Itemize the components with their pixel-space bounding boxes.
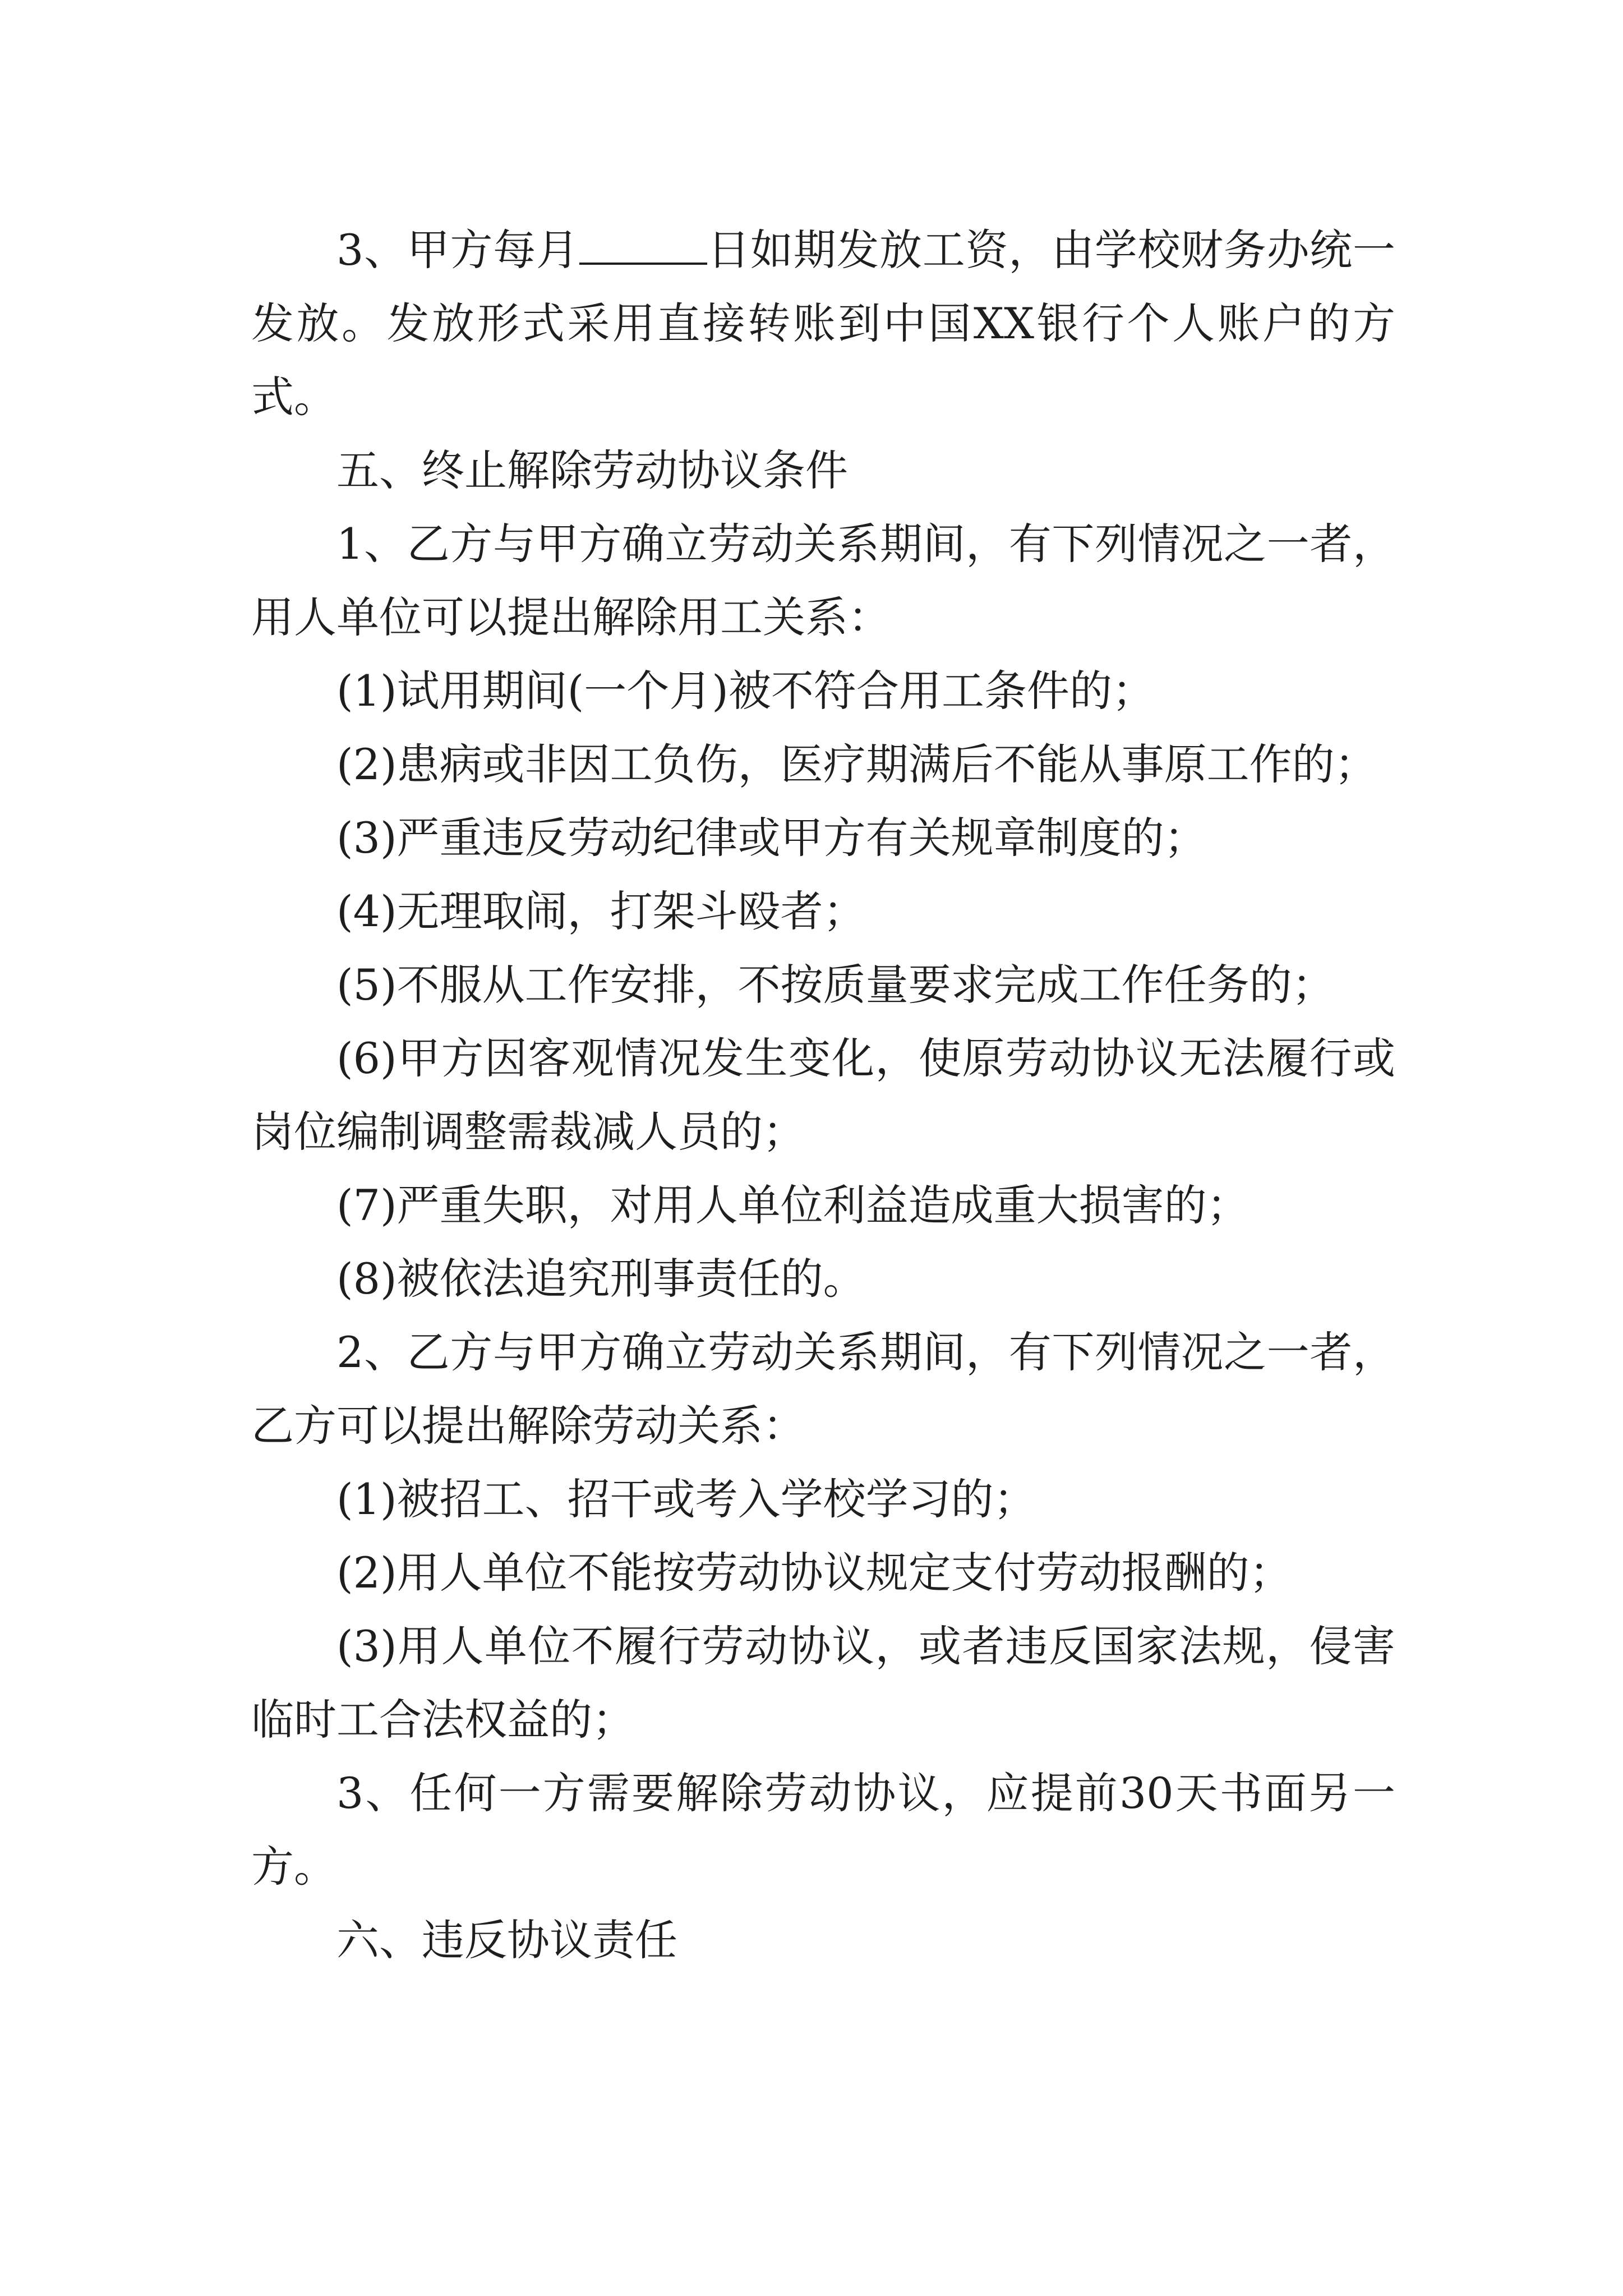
clause-5-1-item-7: (7)严重失职，对用人单位利益造成重大损害的； (336, 1180, 1249, 1230)
paragraph-salary-payment (251, 213, 1395, 434)
clause-5-1-item-5: (5)不服从工作安排，不按质量要求完成工作任务的； (336, 960, 1335, 1010)
clause-5-2-item-3: (3)用人单位不履行劳动协议，或者违反国家法规，侵害临时工合法权益的； (251, 1621, 1395, 1745)
clause-5-1-item-8: (8)被依法追究刑事责任的。 (336, 1254, 866, 1304)
clause-5-1: 1、乙方与甲方确立劳动关系期间，有下列情况之一者，用人单位可以提出解除用工关系： (251, 519, 1395, 642)
clause-5-1-item-1: (1)试用期间(一个月)被不符合用工条件的； (336, 666, 1155, 716)
paragraph-text: 日如期发放工资，由学校财务办统一发放。发放形式采用直接转账到中国XX银行个人账户的方式。 (251, 225, 1395, 422)
section-heading-breach-liability: 六、违反协议责任 (336, 1915, 677, 1965)
fill-in-blank-day (579, 223, 707, 265)
clause-5-2: 2、乙方与甲方确立劳动关系期间，有下列情况之一者，乙方可以提出解除劳动关系： (251, 1327, 1395, 1451)
clause-5-1-item-2: (2)患病或非因工负伤，医疗期满后不能从事原工作的； (336, 739, 1377, 789)
paragraph-text: 3、甲方每月 (336, 225, 579, 275)
document-body (251, 213, 1395, 1977)
clause-5-1-item-4: (4)无理取闹，打架斗殴者； (336, 886, 866, 936)
clause-5-2-item-1: (1)被招工、招干或考入学校学习的； (336, 1474, 1036, 1524)
clause-5-1-item-6: (6)甲方因客观情况发生变化，使原劳动协议无法履行或岗位编制调整需裁减人员的； (251, 1033, 1395, 1157)
clause-5-2-item-2: (2)用人单位不能按劳动协议规定支付劳动报酬的； (336, 1548, 1292, 1598)
clause-5-1-item-3: (3)严重违反劳动纪律或甲方有关规章制度的； (336, 813, 1207, 863)
section-heading-termination: 五、终止解除劳动协议条件 (336, 445, 848, 495)
clause-5-3: 3、任何一方需要解除劳动协议，应提前30天书面另一方。 (251, 1768, 1395, 1892)
